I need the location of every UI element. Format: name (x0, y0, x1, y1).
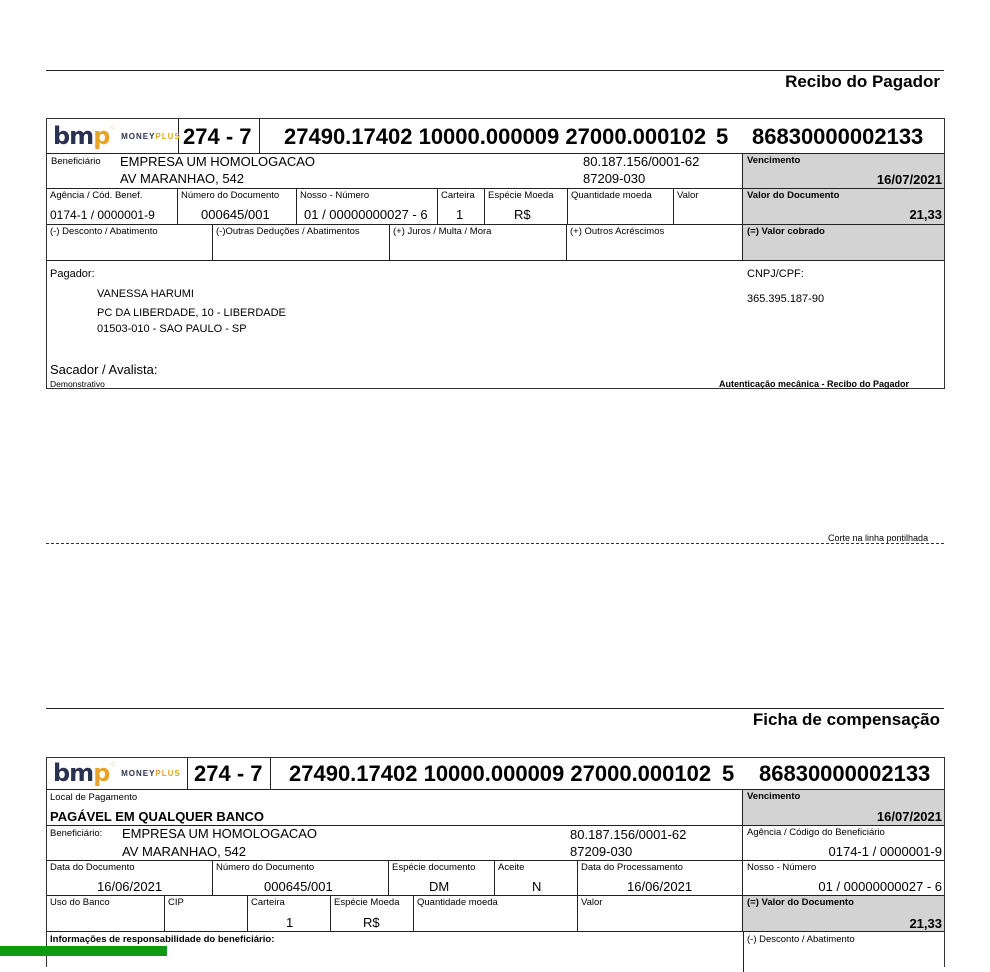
local-pagamento-value: PAGÁVEL EM QUALQUER BANCO (50, 809, 265, 824)
ficha-beneficiario-cnpj: 80.187.156/0001-62 (570, 827, 687, 842)
carteira-value: 1 (456, 207, 464, 222)
ficha-due-factor-value: 86830000002133 (759, 761, 931, 786)
data-documento-cell (47, 861, 213, 896)
pagador-address2: 01503-010 - SAO PAULO - SP (97, 323, 247, 335)
valor-documento-label: Valor do Documento (747, 190, 840, 201)
beneficiario-address: AV MARANHAO, 542 (120, 171, 245, 186)
valor-label: Valor (677, 190, 699, 201)
ficha-especie-moeda-value: R$ (363, 915, 380, 930)
ficha-check-digit: 5 (722, 761, 735, 786)
data-processamento-cell (578, 861, 743, 896)
status-progress-bar (0, 946, 167, 956)
valor-cobrado-cell (743, 225, 944, 261)
numero-documento-cell (178, 189, 297, 225)
ficha-nosso-numero-label: Nosso - Número (747, 862, 817, 873)
agencia-value: 0174-1 / 0000001-9 (50, 208, 155, 222)
ficha-valor-documento-label: (=) Valor do Documento (747, 897, 854, 908)
recibo-title: Recibo do Pagador (785, 72, 940, 91)
desconto-label: (-) Desconto / Abatimento (50, 226, 158, 237)
ficha-bank-logo-cell (47, 758, 188, 790)
ficha-numero-documento-label: Número do Documento (216, 862, 315, 873)
data-documento-label: Data do Documento (50, 862, 135, 873)
ficha-beneficiario-cell (47, 826, 743, 861)
especie-documento-value: DM (429, 879, 450, 894)
ficha-agencia-cell (743, 826, 944, 861)
valor-documento-cell (743, 189, 944, 225)
quantidade-moeda-label: Quantidade moeda (571, 190, 652, 201)
logo-money-text: MONEY (121, 131, 156, 141)
ficha-logo-plus-text: PLUS (155, 768, 181, 778)
ficha-numero-documento-cell (213, 861, 389, 896)
top-rule (46, 70, 944, 71)
ficha-quantidade-moeda-cell (414, 896, 578, 932)
data-documento-value: 16/06/2021 (97, 879, 163, 894)
beneficiario-name: EMPRESA UM HOMOLOGACAO (120, 154, 316, 169)
juros-label: (+) Juros / Multa / Mora (393, 226, 492, 237)
corte-label: Corte na linha pontilhada (828, 533, 929, 543)
valor-cell (674, 189, 743, 225)
ficha-especie-moeda-cell (331, 896, 414, 932)
desconto-cell (47, 225, 213, 261)
check-digit: 5 (716, 124, 729, 149)
ficha-carteira-cell (248, 896, 331, 932)
uso-banco-label: Uso do Banco (50, 897, 110, 908)
nosso-numero-value: 01 / 00000000027 - 6 (304, 207, 428, 222)
ficha-carteira-value: 1 (286, 915, 294, 930)
ficha-vencimento-cell (743, 790, 944, 826)
bank-logo-cell (47, 119, 179, 154)
ficha-vencimento-label: Vencimento (747, 791, 801, 802)
digitable-line-cell (260, 119, 944, 154)
bmp-logo-icon: bmp (53, 122, 110, 150)
cip-cell (165, 896, 248, 932)
vencimento-cell (743, 154, 944, 189)
ficha-digitable-line[interactable]: 27490.17402 10000.000009 27000.000102 (289, 761, 712, 786)
nosso-numero-cell (297, 189, 438, 225)
agencia-cell (47, 189, 178, 225)
informacoes-label: Informações de responsabilidade do beneficiário: (50, 934, 275, 945)
ficha-nosso-numero-cell (743, 861, 944, 896)
nosso-numero-label: Nosso - Número (300, 190, 370, 201)
ficha-desconto-cell (743, 932, 944, 972)
bank-code-cell (179, 119, 260, 154)
local-pagamento-cell (47, 790, 743, 826)
pagador-label: Pagador: (50, 268, 95, 280)
ficha-agencia-value: 0174-1 / 0000001-9 (828, 844, 942, 859)
beneficiario-label: Beneficiário (51, 156, 101, 167)
ficha-digitable-line-cell (271, 758, 944, 790)
ficha-title: Ficha de compensação (752, 710, 940, 729)
ficha-quantidade-moeda-label: Quantidade moeda (417, 897, 498, 908)
ficha-boleto (46, 757, 945, 967)
especie-documento-label: Espécie documento (392, 862, 476, 873)
ficha-nosso-numero-value: 01 / 00000000027 - 6 (818, 879, 942, 894)
ficha-bank-code-cell (188, 758, 271, 790)
ficha-bank-code: 274 - 7 (194, 761, 263, 786)
juros-cell (390, 225, 567, 261)
beneficiario-cep: 87209-030 (583, 171, 646, 186)
outras-deducoes-cell (213, 225, 390, 261)
agencia-label: Agência / Cód. Benef. (50, 190, 143, 201)
logo-dots-icon: ⁖ (110, 122, 116, 132)
ficha-numero-documento-value: 000645/001 (264, 879, 333, 894)
data-processamento-value: 16/06/2021 (627, 879, 693, 894)
outros-acrescimos-cell (567, 225, 743, 261)
cut-line (46, 543, 944, 544)
aceite-cell (495, 861, 578, 896)
beneficiario-cell (47, 154, 743, 189)
bank-code: 274 - 7 (183, 124, 252, 149)
ficha-beneficiario-label: Beneficiário: (50, 828, 103, 839)
bank-logo (53, 124, 181, 148)
outras-deducoes-label: (-)Outras Deduções / Abatimentos (216, 226, 360, 237)
ficha-valor-documento-value: 21,33 (909, 916, 942, 931)
ficha-valor-label: Valor (581, 897, 603, 908)
especie-documento-cell (389, 861, 495, 896)
sacador-label: Sacador / Avalista: (50, 362, 158, 377)
cnpj-cpf-label: CNPJ/CPF: (747, 268, 804, 280)
uso-banco-cell (47, 896, 165, 932)
valor-cobrado-label: (=) Valor cobrado (747, 226, 825, 237)
carteira-label: Carteira (441, 190, 475, 201)
ficha-rule (46, 708, 944, 709)
ficha-vencimento-value: 16/07/2021 (876, 809, 942, 824)
numero-documento-value: 000645/001 (201, 207, 270, 222)
ficha-logo-money-text: MONEY (121, 768, 156, 778)
vencimento-value: 16/07/2021 (876, 172, 942, 187)
autenticacao-label: Autenticação mecânica - Recibo do Pagador (719, 379, 910, 389)
ficha-valor-cell (578, 896, 743, 932)
demonstrativo-label: Demonstrativo (50, 379, 105, 389)
ficha-beneficiario-cep: 87209-030 (570, 844, 633, 859)
aceite-label: Aceite (498, 862, 525, 873)
recibo-boleto (46, 118, 945, 389)
local-pagamento-label: Local de Pagamento (50, 792, 138, 803)
valor-documento-value: 21,33 (909, 207, 942, 222)
ficha-logo-dots-icon: ⁖ (110, 759, 116, 769)
especie-moeda-value: R$ (514, 207, 531, 222)
digitable-line[interactable]: 27490.17402 10000.000009 27000.000102 (284, 124, 707, 149)
especie-moeda-label: Espécie Moeda (488, 190, 554, 201)
ficha-bmp-logo-icon: bmp (53, 759, 110, 787)
aceite-value: N (532, 879, 542, 894)
carteira-cell (438, 189, 485, 225)
quantidade-moeda-cell (568, 189, 674, 225)
data-processamento-label: Data do Processamento (581, 862, 683, 873)
ficha-beneficiario-name: EMPRESA UM HOMOLOGACAO (122, 826, 318, 841)
logo-plus-text: PLUS (155, 131, 181, 141)
pagador-address1: PC DA LIBERDADE, 10 - LIBERDADE (97, 307, 286, 319)
especie-moeda-cell (485, 189, 568, 225)
numero-documento-label: Número do Documento (181, 190, 280, 201)
outros-acrescimos-label: (+) Outros Acréscimos (570, 226, 665, 237)
beneficiario-cnpj: 80.187.156/0001-62 (583, 154, 700, 169)
cnpj-cpf-value: 365.395.187-90 (747, 293, 825, 305)
ficha-valor-documento-cell (743, 896, 944, 932)
vencimento-label: Vencimento (747, 155, 801, 166)
ficha-agencia-label: Agência / Código do Beneficiário (747, 827, 885, 838)
due-factor-value: 86830000002133 (752, 124, 924, 149)
ficha-carteira-label: Carteira (251, 897, 285, 908)
ficha-bank-logo (53, 761, 181, 785)
ficha-desconto-label: (-) Desconto / Abatimento (747, 934, 855, 945)
ficha-especie-moeda-label: Espécie Moeda (334, 897, 400, 908)
ficha-beneficiario-address: AV MARANHAO, 542 (122, 844, 247, 859)
pagador-name: VANESSA HARUMI (97, 288, 194, 300)
cip-label: CIP (168, 897, 184, 908)
